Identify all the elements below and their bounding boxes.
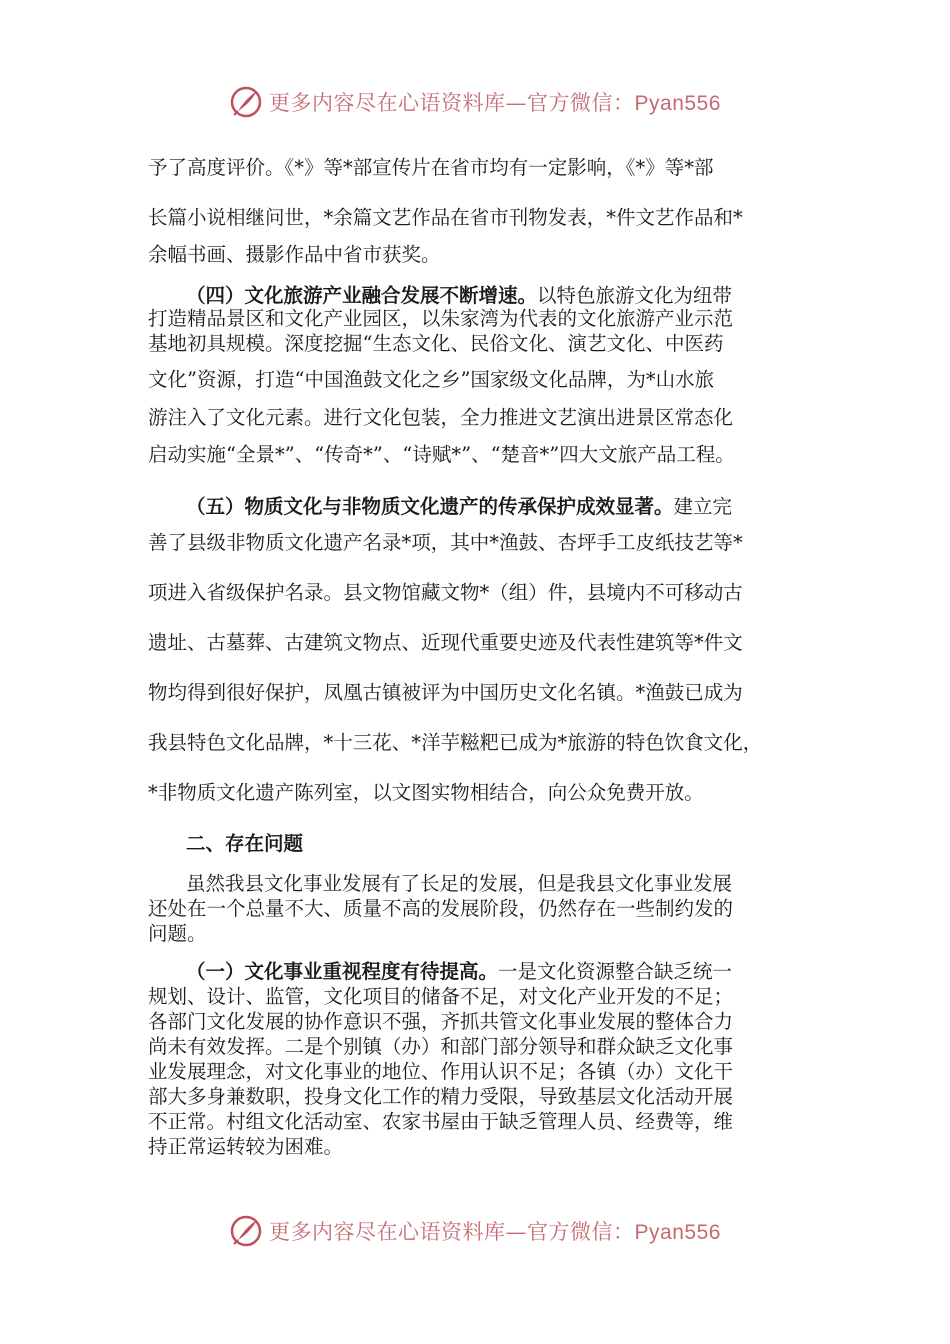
header-watermark-banner [0, 82, 950, 122]
banner-text [269, 1216, 721, 1246]
text-run: 以特色旅游文化为纽带 [537, 284, 733, 307]
section-4-heading: （四）文化旅游产业融合发展不断增速。 [186, 284, 538, 307]
text-line: 余幅书画、摄影作品中省市获奖。 [148, 243, 441, 266]
text-line: 基地初具规模。深度挖掘“生态文化、民俗文化、演艺文化、中医药 [148, 332, 724, 355]
subsection-1-heading: （一）文化事业重视程度有待提高。 [186, 960, 499, 983]
footer-watermark-banner [0, 1211, 950, 1251]
text-line: 业发展理念，对文化事业的地位、作用认识不足；各镇（办）文化干 [148, 1060, 734, 1083]
text-line: 文化”资源，打造“中国渔鼓文化之乡”国家级文化品牌，为*山水旅 [148, 368, 715, 391]
text-run: 一是文化资源整合缺乏统一 [498, 960, 733, 983]
banner-label: 更多内容尽在心语资料库—官方微信： [269, 91, 635, 115]
text-line: 持正常运转较为困难。 [148, 1135, 344, 1158]
banner-text [269, 87, 721, 117]
text-line: 物均得到很好保护，凤凰古镇被评为中国历史文化名镇。*渔鼓已成为 [148, 681, 743, 704]
text-line: *非物质文化遗产陈列室，以文图实物相结合，向公众免费开放。 [148, 781, 704, 804]
text-line: 规划、设计、监管，文化项目的储备不足，对文化产业开发的不足； [148, 985, 734, 1008]
wechat-id: Pyan556 [634, 1221, 721, 1244]
text-line: 长篇小说相继问世，*余篇文艺作品在省市刊物发表，*件文艺作品和* [148, 206, 743, 229]
text-line: 打造精品景区和文化产业园区，以朱家湾为代表的文化旅游产业示范 [148, 307, 734, 330]
text-line: 尚未有效发挥。二是个别镇（办）和部门部分领导和群众缺乏文化事 [148, 1035, 734, 1058]
text-line: 虽然我县文化事业发展有了长足的发展，但是我县文化事业发展 [186, 872, 733, 895]
text-line: 不正常。村组文化活动室、农家书屋由于缺乏管理人员、经费等，维 [148, 1110, 734, 1133]
text-line: 各部门文化发展的协作意识不强，齐抓共管文化事业发展的整体合力 [148, 1010, 734, 1033]
text-line: 遗址、古墓葬、古建筑文物点、近现代重要史迹及代表性建筑等*件文 [148, 631, 743, 654]
text-line: 我县特色文化品牌，*十三花、*洋芋糍粑已成为*旅游的特色饮食文化， [148, 731, 763, 754]
text-line: 问题。 [148, 922, 207, 945]
text-line: 启动实施“全景*”、“传奇*”、“诗赋*”、“楚音*”四大文旅产品工程。 [148, 443, 735, 466]
banner-label: 更多内容尽在心语资料库—官方微信： [269, 1220, 635, 1244]
section-5-paragraph-start [186, 495, 732, 519]
section-5-heading: （五）物质文化与非物质文化遗产的传承保护成效显著。 [186, 495, 674, 518]
subsection-1-paragraph-start [186, 960, 732, 984]
text-line: 游注入了文化元素。进行文化包装，全力推进文艺演出进景区常态化 [148, 406, 734, 429]
text-line: 项进入省级保护名录。县文物馆藏文物*（组）件，县境内不可移动古 [148, 581, 743, 604]
text-line: 予了高度评价。《*》等*部宣传片在省市均有一定影响，《*》等*部 [148, 156, 714, 179]
quill-logo-icon [229, 85, 263, 119]
text-line: 善了县级非物质文化遗产名录*项，其中*渔鼓、杏坪手工皮纸技艺等* [148, 531, 743, 554]
wechat-id: Pyan556 [634, 92, 721, 115]
section-2-title: 二、存在问题 [186, 832, 304, 855]
text-line: 还处在一个总量不大、质量不高的发展阶段，仍然存在一些制约发的 [148, 897, 734, 920]
quill-logo-icon [229, 1214, 263, 1248]
text-line: 部大多身兼数职，投身文化工作的精力受限，导致基层文化活动开展 [148, 1085, 734, 1108]
text-run: 建立完 [673, 495, 733, 518]
section-4-paragraph-start [186, 284, 732, 308]
